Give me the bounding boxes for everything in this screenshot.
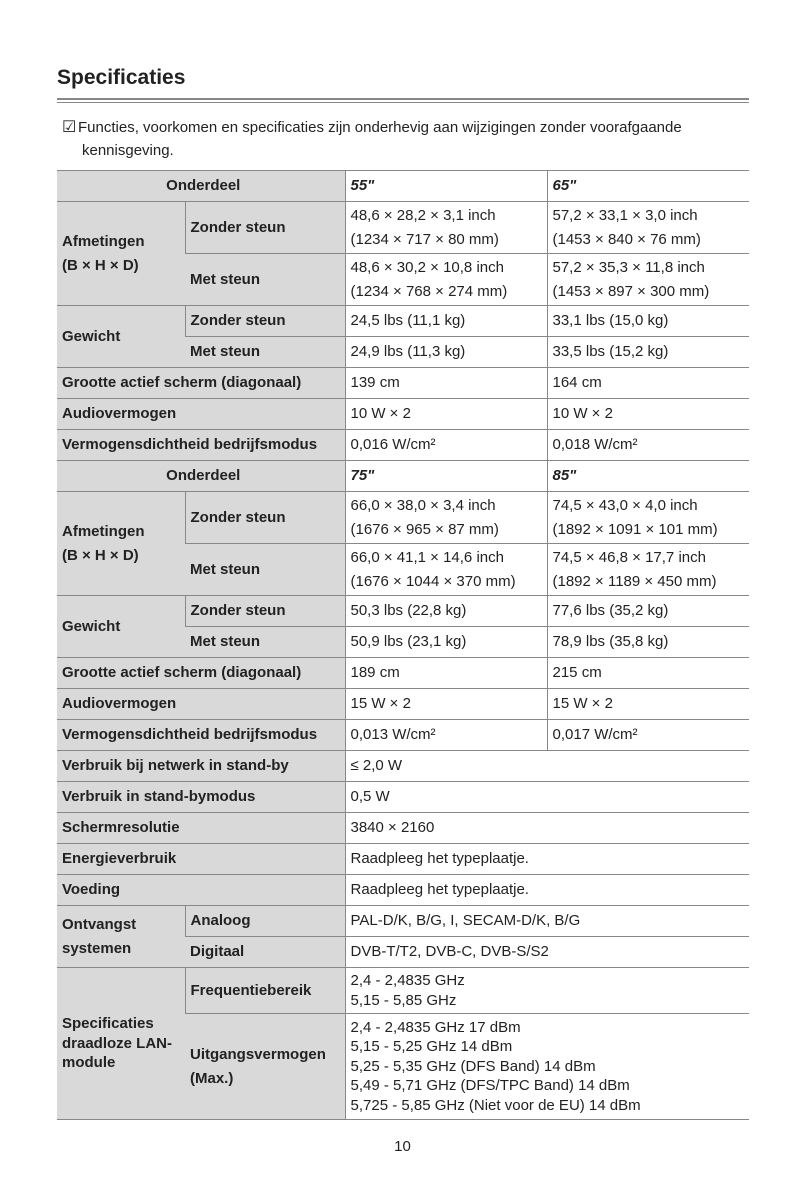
cell-text: Zonder steun xyxy=(190,218,286,236)
table-cell xyxy=(345,337,547,368)
label-met-steun xyxy=(185,254,345,306)
label-scherm xyxy=(57,658,345,689)
table-cell xyxy=(345,596,547,627)
cell-text: 33,1 lbs (15,0 kg) xyxy=(552,312,669,329)
cell-text: 0,016 W/cm² xyxy=(350,436,436,453)
cell-text: Met steun xyxy=(190,633,261,650)
table-cell xyxy=(345,937,749,968)
cell-text: 50,3 lbs (22,8 kg) xyxy=(350,602,467,619)
cell-text: 50,9 lbs (23,1 kg) xyxy=(350,633,467,650)
cell-text: Gewicht xyxy=(62,617,121,635)
cell-text: Verbruik bij netwerk in stand-by xyxy=(62,757,289,774)
notice-line-2: kennisgeving. xyxy=(82,142,174,159)
title-rule xyxy=(57,98,749,100)
table-cell xyxy=(345,906,749,937)
cell-text: Zonder steun xyxy=(190,508,286,526)
table-cell xyxy=(345,544,547,596)
cell-text: 164 cm xyxy=(552,374,602,391)
cell-text: 0,018 W/cm² xyxy=(552,436,638,453)
table-row xyxy=(57,202,749,254)
cell-text: Digitaal xyxy=(190,943,245,960)
table-cell xyxy=(547,627,749,658)
cell-text: (B × H × D) xyxy=(62,256,139,274)
cell-text: 57,2 × 35,3 × 11,8 inch xyxy=(552,258,705,276)
cell-text: 0,017 W/cm² xyxy=(552,726,638,743)
table-row xyxy=(57,596,749,627)
cell-text: PAL-D/K, B/G, I, SECAM-D/K, B/G xyxy=(350,912,581,929)
cell-text: 215 cm xyxy=(552,664,602,681)
table-row xyxy=(57,720,749,751)
cell-text: (1676 × 965 × 87 mm) xyxy=(350,520,499,538)
cell-text: Uitgangsvermogen xyxy=(190,1045,326,1063)
cell-text: Afmetingen xyxy=(62,522,145,540)
cell-text: 0,013 W/cm² xyxy=(350,726,436,743)
cell-text: Met steun xyxy=(190,560,261,578)
table-row xyxy=(57,751,749,782)
header-onderdeel xyxy=(57,171,345,202)
cell-text: 5,25 - 5,35 GHz (DFS Band) 14 dBm xyxy=(350,1057,596,1075)
checkbox-checked-icon: ☑ xyxy=(62,119,77,136)
cell-text: 189 cm xyxy=(350,664,400,681)
cell-text: Schermresolutie xyxy=(62,819,180,836)
table-cell xyxy=(345,306,547,337)
table-cell xyxy=(547,399,749,430)
cell-text: Zonder steun xyxy=(190,312,286,329)
cell-text: draadloze LAN- xyxy=(62,1034,173,1052)
table-cell xyxy=(345,720,547,751)
cell-text: (1234 × 717 × 80 mm) xyxy=(350,230,499,248)
cell-text: Onderdeel xyxy=(166,177,241,194)
table-cell xyxy=(345,202,547,254)
table-row xyxy=(57,399,749,430)
cell-text: 74,5 × 43,0 × 4,0 inch xyxy=(552,496,698,514)
label-afmetingen xyxy=(57,202,185,306)
cell-text: 74,5 × 46,8 × 17,7 inch xyxy=(552,548,706,566)
header-onderdeel xyxy=(57,461,345,492)
label-digitaal xyxy=(185,937,345,968)
table-cell xyxy=(345,782,749,813)
cell-text: Gewicht xyxy=(62,327,121,345)
cell-text: 5,49 - 5,71 GHz (DFS/TPC Band) 14 dBm xyxy=(350,1077,630,1095)
table-row xyxy=(57,875,749,906)
table-cell xyxy=(547,689,749,720)
table-cell xyxy=(547,337,749,368)
cell-text: 2,4 - 2,4835 GHz 17 dBm xyxy=(350,1018,521,1036)
cell-text: Vermogensdichtheid bedrijfsmodus xyxy=(62,726,318,743)
spec-table xyxy=(57,170,749,1120)
cell-text: (B × H × D) xyxy=(62,546,139,564)
table-row xyxy=(57,368,749,399)
label-resolutie xyxy=(57,813,345,844)
cell-text: Afmetingen xyxy=(62,232,145,250)
cell-text: 85" xyxy=(552,467,577,484)
cell-text: 77,6 lbs (35,2 kg) xyxy=(552,602,669,619)
cell-text: 57,2 × 33,1 × 3,0 inch xyxy=(552,206,698,224)
model-header xyxy=(547,461,749,492)
cell-text: ≤ 2,0 W xyxy=(350,757,403,774)
cell-text: Onderdeel xyxy=(166,467,241,484)
table-cell xyxy=(547,492,749,544)
cell-text: 66,0 × 41,1 × 14,6 inch xyxy=(350,548,504,566)
label-met-steun xyxy=(185,627,345,658)
table-cell xyxy=(345,844,749,875)
label-analoog xyxy=(185,906,345,937)
cell-text: systemen xyxy=(62,939,132,957)
cell-text: module xyxy=(62,1054,116,1072)
cell-text: Vermogensdichtheid bedrijfsmodus xyxy=(62,436,318,453)
table-cell xyxy=(547,368,749,399)
label-wlan xyxy=(57,968,185,1120)
cell-text: Grootte actief scherm (diagonaal) xyxy=(62,664,302,681)
table-row xyxy=(57,813,749,844)
cell-text: 66,0 × 38,0 × 3,4 inch xyxy=(350,496,496,514)
label-netwerk xyxy=(57,751,345,782)
cell-text: Raadpleeg het typeplaatje. xyxy=(350,850,529,867)
table-row xyxy=(57,689,749,720)
cell-text: 55" xyxy=(350,177,375,194)
table-cell xyxy=(345,368,547,399)
table-row xyxy=(57,461,749,492)
table-cell xyxy=(345,430,547,461)
label-met-steun xyxy=(185,337,345,368)
label-gewicht xyxy=(57,306,185,368)
cell-text: 15 W × 2 xyxy=(552,695,613,712)
cell-text: 5,15 - 5,85 GHz xyxy=(350,991,457,1009)
label-zonder-steun xyxy=(185,596,345,627)
table-cell xyxy=(345,813,749,844)
cell-text: Audiovermogen xyxy=(62,405,177,422)
table-cell xyxy=(345,492,547,544)
cell-text: 139 cm xyxy=(350,374,400,391)
table-cell xyxy=(547,202,749,254)
cell-text: Raadpleeg het typeplaatje. xyxy=(350,881,529,898)
table-cell xyxy=(547,720,749,751)
page-number: 10 xyxy=(394,1138,411,1155)
table-cell xyxy=(345,627,547,658)
table-cell xyxy=(345,399,547,430)
cell-text: Specificaties xyxy=(62,1015,154,1033)
cell-text: (Max.) xyxy=(190,1069,234,1087)
cell-text: (1676 × 1044 × 370 mm) xyxy=(350,572,516,590)
page-title: Specificaties xyxy=(57,66,186,89)
table-cell xyxy=(547,306,749,337)
cell-text: 78,9 lbs (35,8 kg) xyxy=(552,633,669,650)
cell-text: 48,6 × 30,2 × 10,8 inch xyxy=(350,258,504,276)
label-zonder-steun xyxy=(185,492,345,544)
cell-text: Met steun xyxy=(190,343,261,360)
table-row xyxy=(57,968,749,1014)
cell-text: 15 W × 2 xyxy=(350,695,411,712)
table-cell xyxy=(345,254,547,306)
label-audio xyxy=(57,399,345,430)
label-audio xyxy=(57,689,345,720)
cell-text: 65" xyxy=(552,177,577,194)
cell-text: 2,4 - 2,4835 GHz xyxy=(350,972,465,989)
cell-text: 5,15 - 5,25 GHz 14 dBm xyxy=(350,1038,513,1056)
model-header xyxy=(547,171,749,202)
cell-text: Analoog xyxy=(190,912,251,929)
label-dichtheid xyxy=(57,430,345,461)
cell-text: 3840 × 2160 xyxy=(350,819,435,836)
cell-text: 75" xyxy=(350,467,375,484)
label-energie xyxy=(57,844,345,875)
cell-text: DVB-T/T2, DVB-C, DVB-S/S2 xyxy=(350,943,549,960)
label-voeding xyxy=(57,875,345,906)
cell-text: Met steun xyxy=(190,270,261,288)
table-row xyxy=(57,492,749,544)
cell-text: (1892 × 1189 × 450 mm) xyxy=(552,572,717,590)
cell-text: (1453 × 897 × 300 mm) xyxy=(552,282,710,300)
title-rule-thin xyxy=(57,102,749,103)
notice-line-1: Functies, voorkomen en specificaties zijn onderhevig aan wijzigingen zonder voorafgaande xyxy=(78,119,682,136)
table-cell xyxy=(345,968,749,1014)
table-row xyxy=(57,906,749,937)
cell-text: Verbruik in stand-bymodus xyxy=(62,788,256,805)
label-uitgangsvermogen xyxy=(185,1014,345,1120)
cell-text: Audiovermogen xyxy=(62,695,177,712)
table-cell xyxy=(345,1014,749,1120)
label-ontvangst xyxy=(57,906,185,968)
cell-text: Voeding xyxy=(62,881,121,898)
table-cell xyxy=(547,596,749,627)
label-zonder-steun xyxy=(185,202,345,254)
cell-text: 10 W × 2 xyxy=(350,405,411,422)
cell-text: Energieverbruik xyxy=(62,850,177,867)
table-cell xyxy=(345,658,547,689)
table-cell xyxy=(547,658,749,689)
table-cell xyxy=(345,875,749,906)
table-cell xyxy=(345,689,547,720)
label-met-steun xyxy=(185,544,345,596)
table-cell xyxy=(547,544,749,596)
cell-text: 24,5 lbs (11,1 kg) xyxy=(350,312,466,329)
cell-text: 33,5 lbs (15,2 kg) xyxy=(552,343,669,360)
table-row xyxy=(57,306,749,337)
cell-text: Ontvangst xyxy=(62,915,137,933)
label-scherm xyxy=(57,368,345,399)
table-row xyxy=(57,171,749,202)
label-gewicht xyxy=(57,596,185,658)
notice xyxy=(62,116,752,162)
table-row xyxy=(57,844,749,875)
label-frequentiebereik xyxy=(185,968,345,1014)
cell-text: (1453 × 840 × 76 mm) xyxy=(552,230,701,248)
table-cell xyxy=(547,430,749,461)
model-header xyxy=(345,171,547,202)
table-cell xyxy=(547,254,749,306)
cell-text: 48,6 × 28,2 × 3,1 inch xyxy=(350,206,496,224)
cell-text: Grootte actief scherm (diagonaal) xyxy=(62,374,302,391)
label-afmetingen xyxy=(57,492,185,596)
table-row xyxy=(57,658,749,689)
cell-text: 24,9 lbs (11,3 kg) xyxy=(350,343,466,360)
cell-text: (1892 × 1091 × 101 mm) xyxy=(552,520,718,538)
label-zonder-steun xyxy=(185,306,345,337)
cell-text: 0,5 W xyxy=(350,788,390,805)
label-standby xyxy=(57,782,345,813)
table-row xyxy=(57,430,749,461)
cell-text: 10 W × 2 xyxy=(552,405,613,422)
cell-text: 5,725 - 5,85 GHz (Niet voor de EU) 14 dBm xyxy=(350,1096,641,1114)
table-row xyxy=(57,782,749,813)
cell-text: (1234 × 768 × 274 mm) xyxy=(350,282,508,300)
table-cell xyxy=(345,751,749,782)
model-header xyxy=(345,461,547,492)
cell-text: Zonder steun xyxy=(190,602,286,619)
label-dichtheid xyxy=(57,720,345,751)
cell-text: Frequentiebereik xyxy=(190,981,312,999)
